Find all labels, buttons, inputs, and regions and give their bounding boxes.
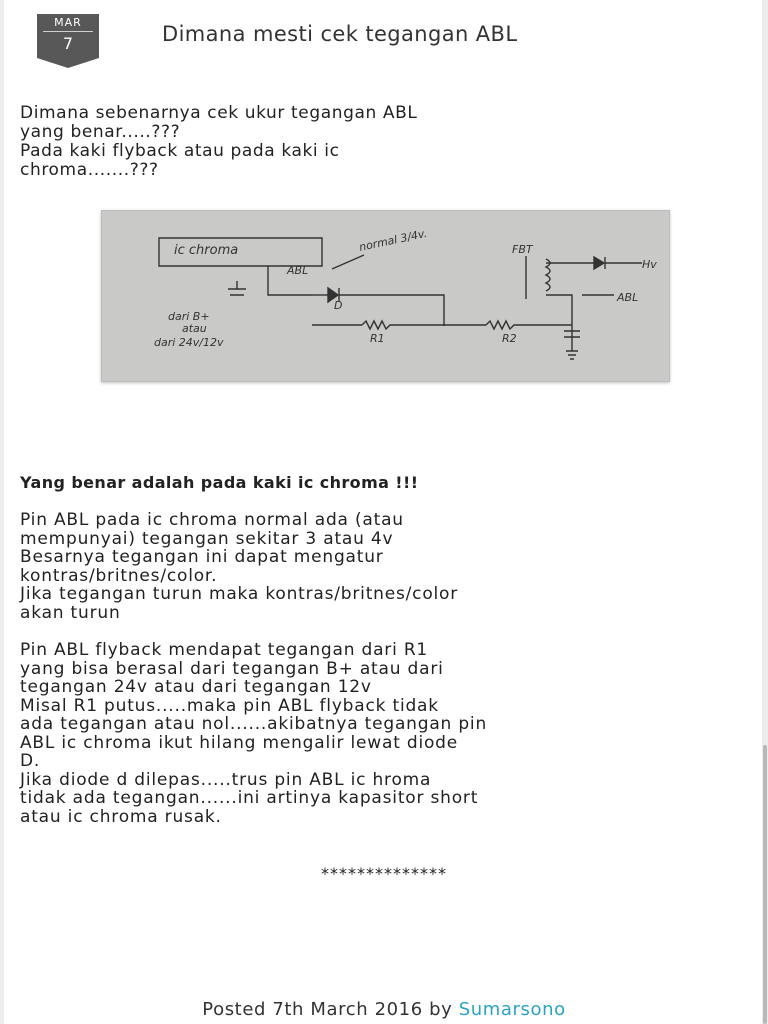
figure-label-r1: R1 (370, 332, 385, 345)
paragraph-line: tegangan 24v atau dari tegangan 12v (20, 677, 372, 697)
date-month: MAR (54, 16, 82, 29)
paragraph-line: kontras/britnes/color. (20, 565, 218, 586)
scrollbar-thumb[interactable] (763, 745, 767, 1024)
separator-stars: ************** (321, 864, 447, 883)
paragraph-line: atau ic chroma rusak. (20, 806, 222, 827)
figure-label-d: D (334, 299, 343, 312)
paragraph-line: yang bisa berasal dari tegangan B+ atau dari (20, 658, 444, 679)
figure-label-source-1: dari B+ (168, 310, 210, 323)
abl-ic-paragraph (20, 511, 750, 622)
circuit-sketch-image[interactable] (101, 210, 670, 382)
paragraph-line: Jika diode d dilepas.....trus pin ABL ic hroma (20, 769, 432, 790)
date-divider (43, 31, 93, 32)
paragraph-line: Misal R1 putus.....maka pin ABL flyback tidak (20, 695, 439, 716)
paragraph-line: ada tegangan atau nol......akibatnya tegangan pin (20, 714, 488, 734)
intro-line: yang benar.....??? (20, 122, 181, 142)
figure-label-source-3: dari 24v/12v (154, 336, 224, 349)
intro-line: Pada kaki flyback atau pada kaki ic (20, 141, 340, 161)
figure-label-abl-left: ABL (287, 264, 309, 277)
conclusion-heading: Yang benar adalah pada kaki ic chroma !!! (20, 473, 419, 492)
post-footer (0, 999, 768, 1020)
paragraph-line: Pin ABL flyback mendapat tegangan dari R1 (20, 640, 429, 660)
paragraph-line: akan turun (20, 602, 121, 623)
figure-label-fbt: FBT (512, 243, 533, 256)
figure-label-ic: ic chroma (174, 243, 239, 258)
intro-paragraph (20, 104, 580, 180)
abl-flyback-paragraph (20, 641, 750, 826)
paragraph-line: Pin ABL pada ic chroma normal ada (atau (20, 510, 404, 530)
paragraph-line: Besarnya tegangan ini dapat mengatur (20, 547, 384, 567)
author-link[interactable]: Sumarsono (458, 999, 566, 1020)
paragraph-line: mempunyai) tegangan sekitar 3 atau 4v (20, 528, 394, 549)
figure-label-r2: R2 (502, 332, 517, 345)
posted-text: Posted 7th March 2016 by (202, 999, 453, 1020)
date-day: 7 (62, 34, 74, 53)
paragraph-line: ABL ic chroma ikut hilang mengalir lewat diode (20, 732, 459, 753)
figure-label-normal: normal 3/4v. (357, 226, 429, 254)
circuit-sketch (102, 211, 669, 381)
intro-line: Dimana sebenarnya cek ukur tegangan ABL (20, 103, 418, 123)
figure-label-hv: Hv (642, 258, 657, 271)
intro-line: chroma.......??? (20, 160, 159, 180)
figure-label-source-2: atau (182, 322, 207, 335)
post-title[interactable]: Dimana mesti cek tegangan ABL (162, 22, 518, 46)
figure-label-abl-right: ABL (617, 291, 639, 304)
paragraph-line: tidak ada tegangan......ini artinya kapasitor short (20, 788, 479, 808)
date-badge (37, 14, 99, 58)
paragraph-line: Jika tegangan turun maka kontras/britnes/color (20, 584, 459, 604)
paragraph-line: D. (20, 751, 41, 771)
